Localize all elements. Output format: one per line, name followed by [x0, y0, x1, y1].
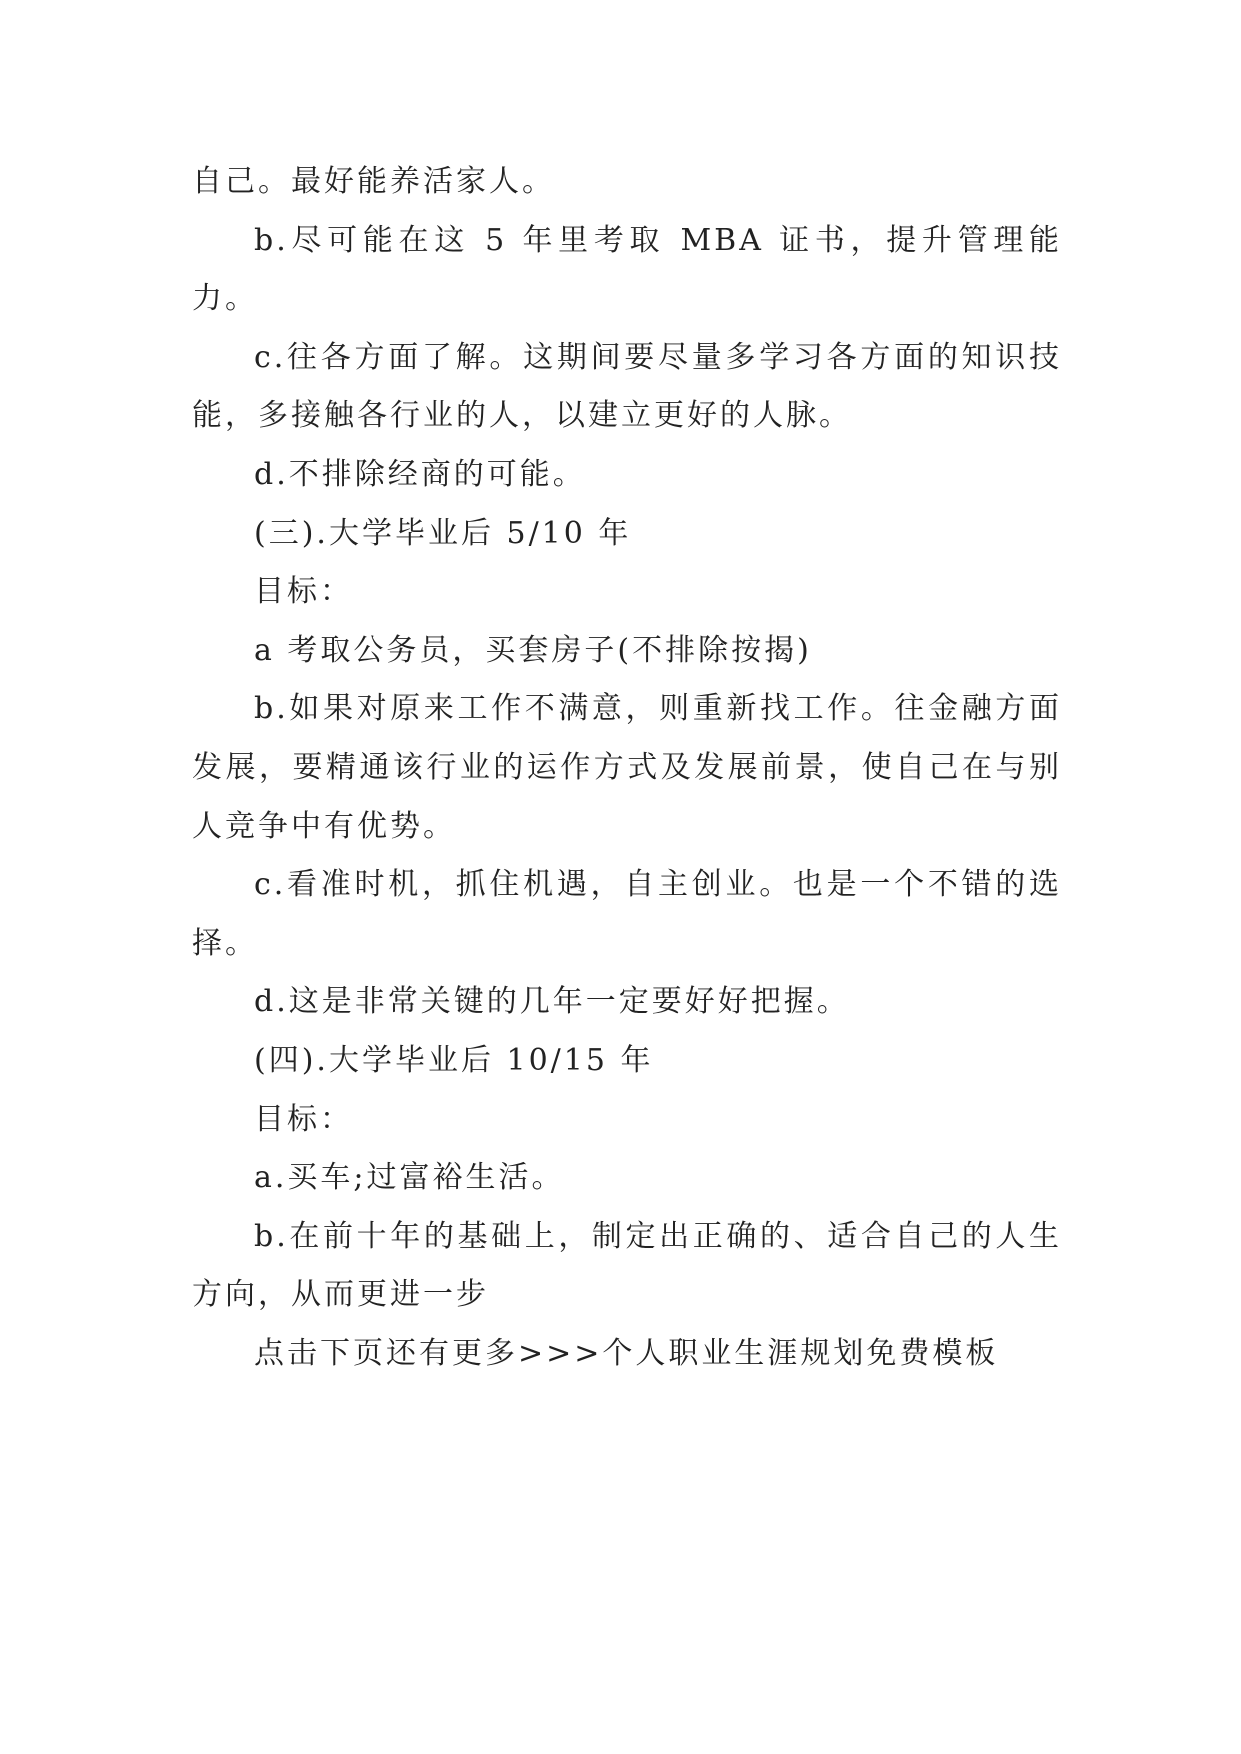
section-heading-3: (三).大学毕业后 5/10 年 [254, 515, 632, 551]
list-item-d-business: d.不排除经商的可能。 [254, 456, 586, 492]
list-item-b-mba: b.尽可能在这 5 年里考取 MBA 证书，提升管理能力。 [192, 222, 1062, 317]
list-item-d-key-years: d.这是非常关键的几年一定要好好把握。 [254, 984, 850, 1020]
list-item-c-learning: c.往各方面了解。这期间要尽量多学习各方面的知识技能，多接触各行业的人，以建立更好的人脉。 [192, 339, 1062, 434]
document-body [192, 153, 1062, 1383]
section-heading-4: (四).大学毕业后 10/15 年 [254, 1042, 654, 1078]
goal-label-3: 目标： [254, 574, 353, 610]
list-item-b-finance: b.如果对原来工作不满意，则重新找工作。往金融方面发展，要精通该行业的运作方式及发展前景，使自己在与别人竞争中有优势。 [192, 691, 1062, 844]
list-item-a-car: a.买车;过富裕生活。 [254, 1160, 565, 1196]
list-item-b-direction: b.在前十年的基础上，制定出正确的、适合自己的人生方向，从而更进一步 [192, 1218, 1062, 1313]
paragraph-continuation: 自己。最好能养活家人。 [192, 164, 555, 199]
next-page-link[interactable]: 点击下页还有更多>>>个人职业生涯规划免费模板 [254, 1335, 999, 1371]
list-item-c-startup: c.看准时机，抓住机遇，自主创业。也是一个不错的选择。 [192, 867, 1062, 961]
list-item-a-civil-servant: a 考取公务员，买套房子(不排除按揭) [254, 632, 812, 668]
goal-label-4: 目标： [254, 1101, 353, 1137]
